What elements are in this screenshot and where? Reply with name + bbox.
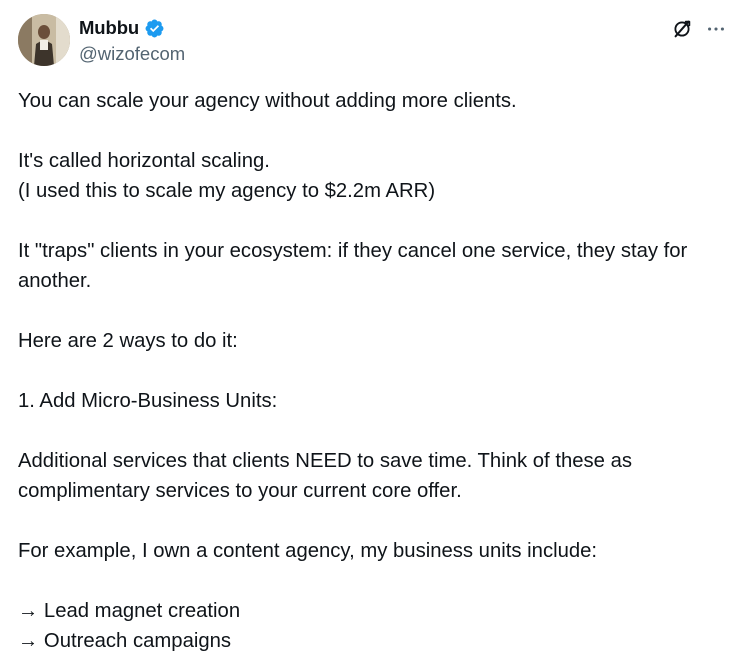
paragraph-gap: [18, 296, 730, 326]
avatar-photo-icon: [18, 14, 70, 66]
tweet-paragraph-2: It's called horizontal scaling. (I used this to scale my agency to $2.2m ARR): [18, 150, 436, 202]
tweet-text: [18, 86, 730, 656]
verified-badge-icon: [144, 18, 165, 39]
paragraph-gap: [18, 506, 730, 536]
paragraph-gap: [18, 356, 730, 386]
tweet-header: [18, 14, 727, 68]
tweet-paragraph-4: Here are 2 ways to do it:: [18, 330, 238, 352]
tweet-paragraph-1: You can scale your agency without adding more clients.: [18, 90, 517, 112]
grok-icon[interactable]: [671, 18, 693, 40]
tweet-paragraph-5: 1. Add Micro-Business Units:: [18, 390, 278, 412]
author-identity: [79, 16, 185, 65]
author-handle[interactable]: @wizofecom: [79, 43, 186, 64]
paragraph-gap: [18, 116, 730, 146]
name-row: [79, 16, 185, 40]
tweet-paragraph-3: It "traps" clients in your ecosystem: if they cancel one service, they stay for another.: [18, 240, 688, 292]
paragraph-gap: [18, 206, 730, 236]
tweet-paragraph-7: For example, I own a content agency, my business units include:: [18, 540, 598, 562]
author-display-name[interactable]: Mubbu: [79, 17, 140, 38]
tweet-paragraph-6: Additional services that clients NEED to save time. Think of these as complimentary services to your current core offer.: [18, 450, 632, 502]
avatar[interactable]: [18, 14, 70, 66]
paragraph-gap: [18, 566, 730, 596]
tweet-actions: [671, 18, 727, 40]
tweet-paragraph-8: → Lead magnet creation → Outreach campaigns: [18, 600, 241, 652]
paragraph-gap: [18, 416, 730, 446]
more-horizontal-icon[interactable]: [705, 18, 727, 40]
